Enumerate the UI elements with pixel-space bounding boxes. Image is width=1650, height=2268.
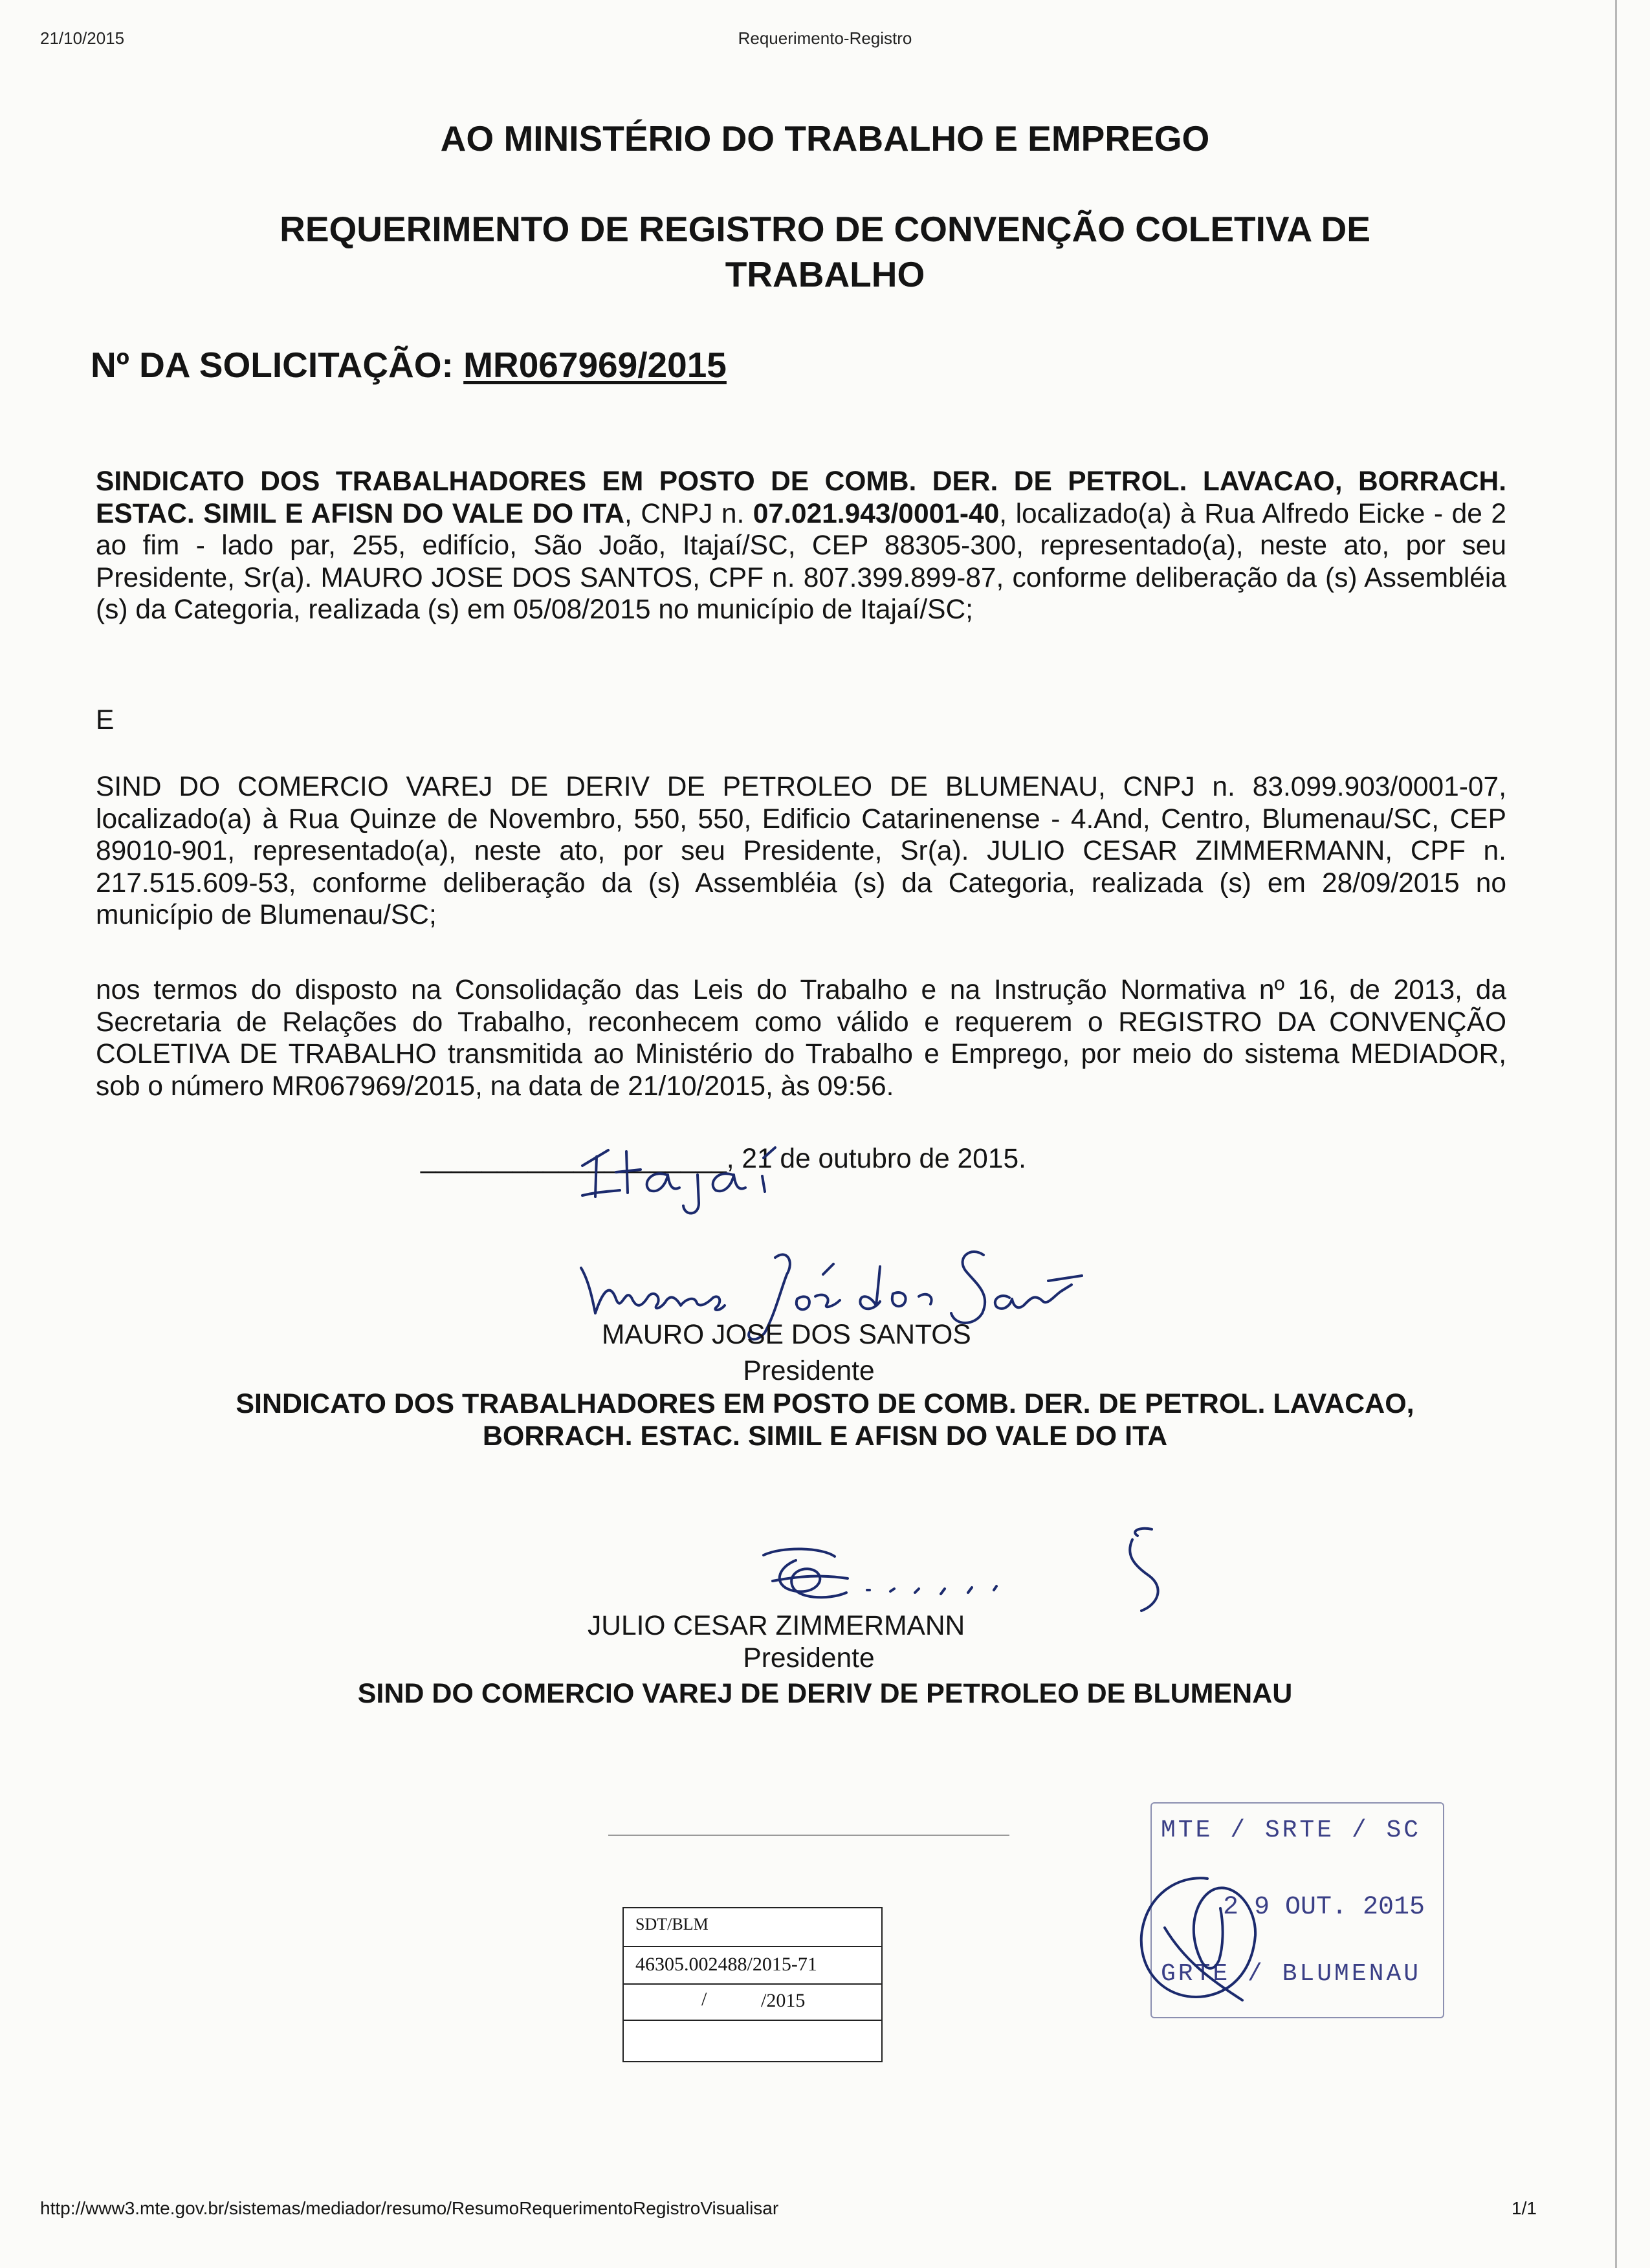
footer-page-number: 1/1: [1512, 2198, 1537, 2218]
signer1-org-line2: BORRACH. ESTAC. SIMIL E AFISN DO VALE DO ITA: [482, 1421, 1168, 1452]
protocol-unit: SDT/BLM: [635, 1915, 709, 1934]
request-title-line1: REQUERIMENTO DE REGISTRO DE CONVENÇÃO COLETIVA DE: [280, 209, 1370, 249]
protocol-box: [622, 1907, 883, 2062]
request-title-line2: TRABALHO: [725, 254, 925, 294]
date-text: , 21 de outubro de 2015.: [726, 1144, 1026, 1174]
party1-paragraph: [96, 466, 1506, 626]
solicitation-label: Nº DA SOLICITAÇÃO:: [91, 345, 454, 385]
conjunction: E: [96, 705, 115, 736]
ministry-title: AO MINISTÉRIO DO TRABALHO E EMPREGO: [440, 118, 1210, 158]
signer1-name: MAURO JOSE DOS SANTOS: [602, 1320, 971, 1350]
signer2-name: JULIO CESAR ZIMMERMANN: [588, 1611, 965, 1641]
handwritten-place-signature: [569, 1119, 802, 1216]
header-page-title: Requerimento-Registro: [738, 28, 912, 48]
protocol-number: 46305.002488/2015-71: [635, 1954, 817, 1975]
solicitation-line: [91, 344, 727, 386]
party1-name: SINDICATO DOS TRABALHADORES EM POSTO DE COMB. DER. DE PETROL. LAVACAO, BORRACH. ESTAC. SIMIL E AFISN DO VALE DO ITA: [96, 466, 1506, 529]
party1-cnpj-label: , CNPJ n.: [624, 498, 753, 529]
stamp-header: MTE / SRTE / SC: [1161, 1816, 1422, 1844]
signer2-role: Presidente: [743, 1643, 875, 1674]
stamp-date: 2 9 OUT. 2015: [1223, 1893, 1425, 1922]
solicitation-number: MR067969/2015: [463, 345, 727, 385]
place-blank: ____________________: [421, 1144, 727, 1174]
protocol-slash: /: [701, 1989, 707, 2010]
signer2-org: SIND DO COMERCIO VAREJ DE DERIV DE PETROLEO DE BLUMENAU: [357, 1678, 1293, 1709]
party2-paragraph: SIND DO COMERCIO VAREJ DE DERIV DE PETROLEO DE BLUMENAU, CNPJ n. 83.099.903/0001-07, localizado(a) à Rua Quinze de Novembro, 550, 550, Edificio Catarinenense - 4.And, Centro, Blumenau/SC, CEP 89010-901, representado(a), neste ato, por seu Presidente, Sr(a). JULIO CESAR ZIMMERMANN, CPF n. 217.515.609-53, conforme deliberação da (s) Assembléia (s) da Categoria, realizada (s) em 28/09/2015 no município de Blumenau/SC;: [96, 772, 1506, 930]
footer-url: http://www3.mte.gov.br/sistemas/mediador/resumo/ResumoRequerimentoRegistroVisualisar: [40, 2198, 779, 2218]
scan-edge: [1615, 0, 1617, 2268]
header-date: 21/10/2015: [40, 28, 125, 48]
signer1-role: Presidente: [743, 1356, 875, 1386]
party1-cnpj: 07.021.943/0001-40: [753, 498, 1000, 529]
stamp-footer: GRTE / BLUMENAU: [1161, 1960, 1422, 1988]
signer1-org-line1: SINDICATO DOS TRABALHADORES EM POSTO DE COMB. DER. DE PETROL. LAVACAO,: [236, 1388, 1414, 1419]
divider-line: [608, 1835, 1009, 1836]
initials-signature: [1126, 1863, 1307, 2025]
party1-details: , localizado(a) à Rua Alfredo Eicke - de 2 ao fim - lado par, 255, edifício, São João, Itajaí/SC, CEP 88305-300, representado(a), neste ato, por seu Presidente, Sr(a). MAURO JOSE DOS SANTOS, CPF n. 807.399.899-87, conforme deliberação da (s) Assembléia (s) da Categoria, realizada (s) em 05/08/2015 no município de Itajaí/SC;: [96, 498, 1506, 625]
terms-paragraph: nos termos do disposto na Consolidação das Leis do Trabalho e na Instrução Normativa nº 16, de 2013, da Secretaria de Relações do Trabalho, reconhecem como válido e requerem o REGISTRO DA CONVENÇÃO COLETIVA DE TRABALHO transmitida ao Ministério do Trabalho e Emprego, por meio do sistema MEDIADOR, sob o número MR067969/2015, na data de 21/10/2015, às 09:56.: [96, 975, 1506, 1102]
protocol-year: /2015: [761, 1990, 806, 2011]
